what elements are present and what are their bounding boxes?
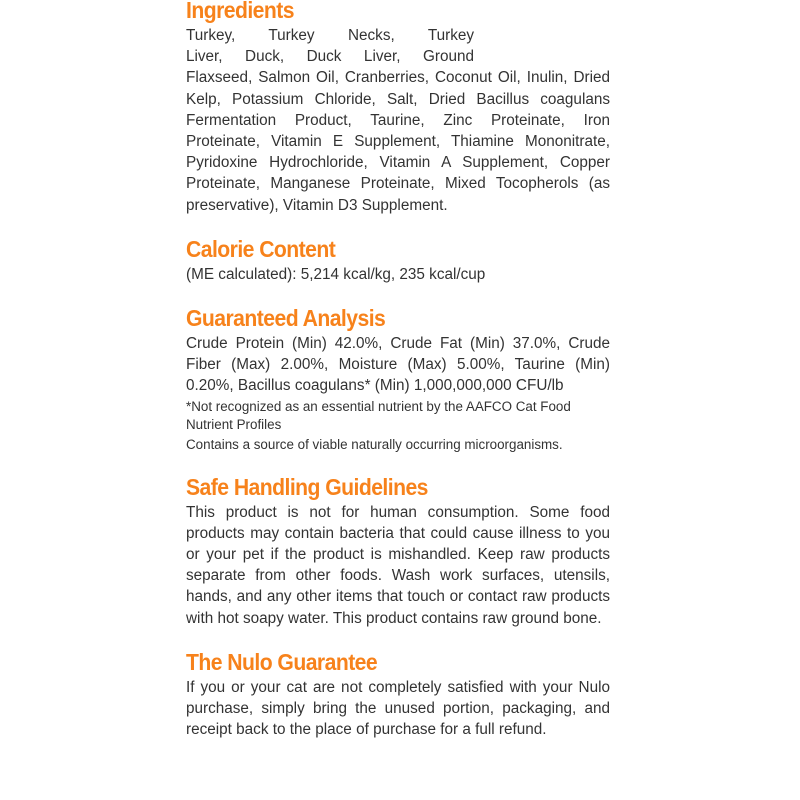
product-info-panel	[186, 0, 610, 759]
guaranteed-analysis-text: Crude Protein (Min) 42.0%, Crude Fat (Min) 37.0%, Crude Fiber (Max) 2.00%, Moisture (Max) 5.00%, Taurine (Min) 0.20%, Bacillus coagulans* (Min) 1,000,000,000 CFU/lb	[186, 335, 610, 395]
ingredients-line-rest: Flaxseed, Salmon Oil, Cranberries, Coconut Oil, Inulin, Dried Kelp, Potassium Chloride, Salt, Dried Bacillus coagulans Fermentation Product, Taurine, Zinc Proteinate, Iron Proteinate, Vitamin E Supplement, Thiamine Mononitrate, Pyridoxine Hydrochloride, Vitamin A Supplement, Copper Proteinate, Manganese Proteinate, Mixed Tocopherols (as preservative), Vitamin D3 Supplement.	[186, 69, 610, 214]
microorganisms-note: Contains a source of viable naturally occurring microorganisms.	[186, 436, 563, 452]
safe-handling-section	[186, 473, 610, 629]
nulo-guarantee-text: If you or your cat are not completely satisfied with your Nulo purchase, simply bring the unused portion, packaging, and receipt back to the place of purchase for a full refund.	[186, 678, 610, 739]
ingredients-line-1: Turkey, Turkey Necks, Turkey	[186, 27, 474, 44]
calorie-content-section	[186, 235, 610, 285]
guaranteed-analysis-section	[186, 304, 610, 454]
safe-handling-text: This product is not for human consumption. Some food products may contain bacteria that could cause illness to you or your pet if the product is mishandled. Keep raw products separate from other foods. Wash work surfaces, utensils, hands, and any other items that touch or contact raw products with hot soapy water. This product contains raw ground bone.	[186, 503, 610, 627]
nulo-guarantee-section	[186, 648, 610, 741]
ingredients-section	[186, 0, 610, 216]
ingredients-heading: Ingredients	[186, 0, 294, 23]
ingredients-line-2: Liver, Duck, Duck Liver, Ground	[186, 48, 474, 66]
guaranteed-analysis-heading: Guaranteed Analysis	[186, 305, 386, 332]
calorie-content-text: (ME calculated): 5,214 kcal/kg, 235 kcal/cup	[186, 265, 486, 283]
nulo-guarantee-heading: The Nulo Guarantee	[186, 648, 378, 675]
ingredients-list	[186, 25, 610, 216]
aafco-footnote: *Not recognized as an essential nutrient by the AAFCO Cat Food Nutrient Profiles	[186, 398, 571, 433]
calorie-content-heading: Calorie Content	[186, 235, 336, 262]
safe-handling-heading: Safe Handling Guidelines	[186, 473, 428, 500]
